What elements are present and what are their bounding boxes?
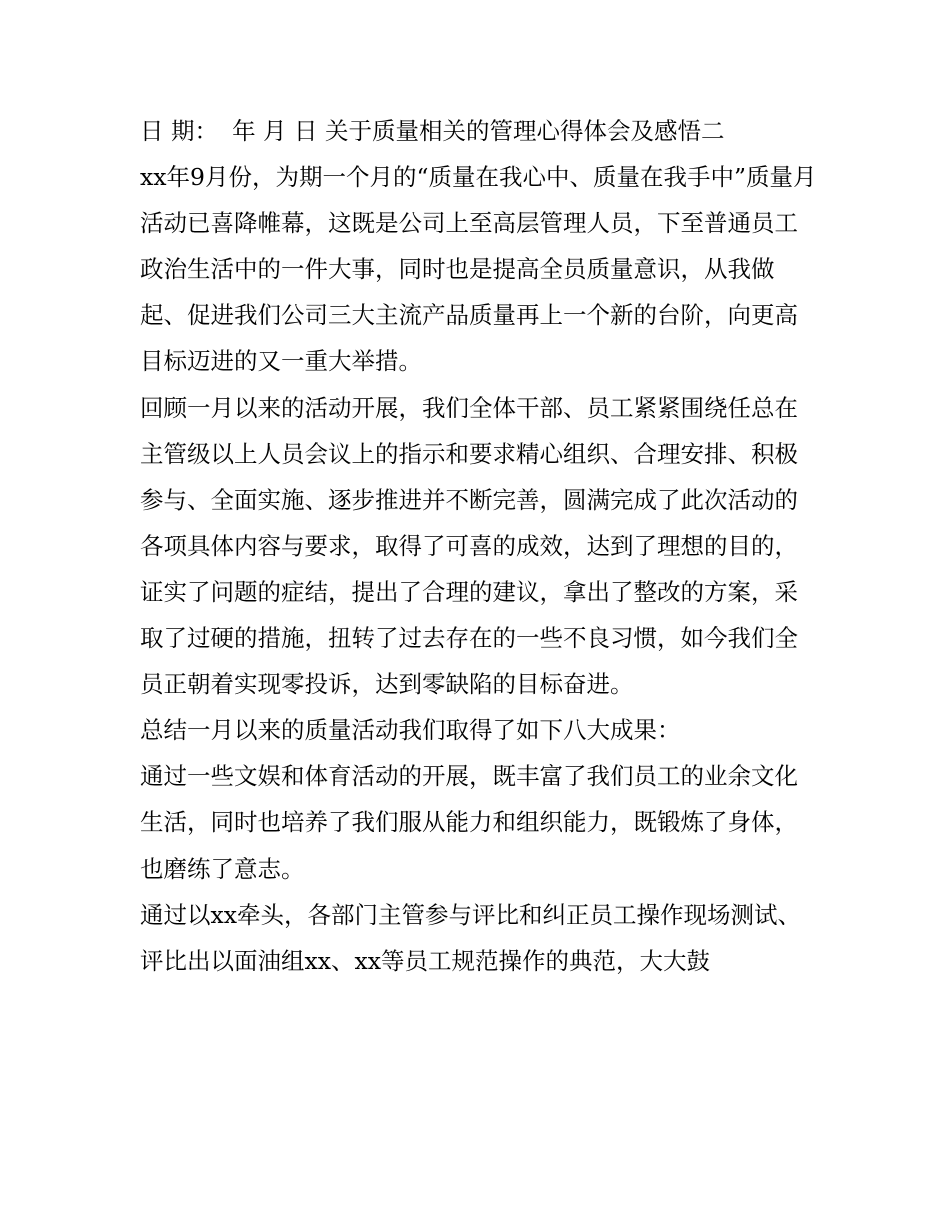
- paragraph: 通过以xx牵头，各部门主管参与评比和纠正员工操作现场测试、评比出以面油组xx、xx等员工规范操作的典范，大大鼓: [140, 900, 802, 975]
- header-line: [140, 108, 820, 154]
- paragraph: 总结一月以来的质量活动我们取得了如下八大成果：: [140, 716, 681, 745]
- paragraph: xx年9月份，为期一个月的“质量在我心中、质量在我手中”质量月活动已喜降帷幕，这既是公司上至高层管理人员，下至普通员工政治生活中的一件大事，同时也是提高全员质量意识，从我做起、促进我们公司三大主流产品质量再上一个新的台阶，向更高目标迈进的又一重大举措。: [140, 163, 817, 376]
- paragraph: 回顾一月以来的活动开展，我们全体干部、员工紧紧围绕任总在主管级以上人员会议上的指示和要求精心组织、合理安排、积极参与、全面实施、逐步推进并不断完善，圆满完成了此次活动的各项具体内容与要求，取得了可喜的成效，达到了理想的目的，证实了问题的症结，提出了合理的建议，拿出了整改的方案，采取了过硬的措施，扭转了过去存在的一些不良习惯，如今我们全员正朝着实现零投诉，达到零缺陷的目标奋进。: [140, 393, 798, 699]
- document-title: 关于质量相关的管理心得体会及感悟二: [325, 117, 725, 145]
- document-body: [140, 108, 820, 984]
- paragraph: 通过一些文娱和体育活动的开展，既丰富了我们员工的业余文化生活，同时也培养了我们服从能力和组织能力，既锻炼了身体，也磨练了意志。: [140, 762, 798, 883]
- date-fields: 年 月 日: [232, 117, 318, 145]
- date-label: 日 期：: [140, 117, 218, 145]
